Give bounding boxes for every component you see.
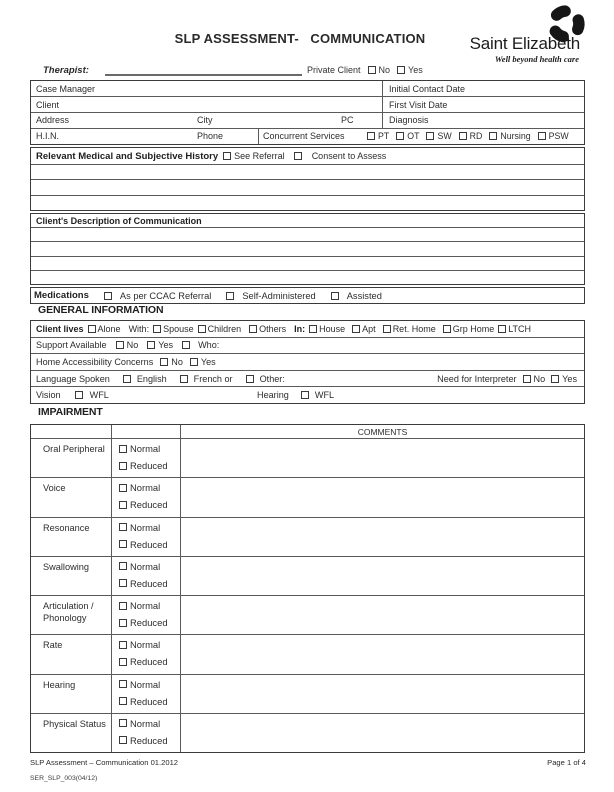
home-access-no-option <box>160 357 183 367</box>
diagnosis-cell[interactable] <box>383 115 584 125</box>
medication-self-label: Self-Administered <box>242 290 316 301</box>
reduced-label: Reduced <box>130 577 168 589</box>
consent-label: Consent to Assess <box>311 151 387 161</box>
service-ot-option <box>396 131 419 141</box>
impairment-header-row <box>31 425 584 438</box>
support-who-label: Who: <box>198 340 220 351</box>
interpreter-label: Need for Interpreter <box>437 373 517 384</box>
private-client-no-label: No <box>378 65 391 75</box>
in-house-option <box>309 324 345 334</box>
client-cell[interactable] <box>31 97 383 112</box>
footer-page-number: Page 1 of 4 <box>547 758 586 767</box>
logo-tagline: Well beyond health care <box>494 54 579 64</box>
impairment-row-label: Rate <box>31 635 112 673</box>
impairment-row-label: Physical Status <box>31 714 112 752</box>
service-psw-checkbox[interactable] <box>538 132 546 140</box>
with-others-label: Others <box>259 323 287 334</box>
medication-ccac-label: As per CCAC Referral <box>119 290 212 301</box>
impairment-row-checks <box>112 635 181 673</box>
with-others-option <box>249 324 286 334</box>
impairment-row-swallowing <box>31 556 584 595</box>
interpreter-yes-label: Yes <box>562 373 577 384</box>
medication-assisted-label: Assisted <box>346 290 382 301</box>
language-other-label: Other: <box>259 373 285 384</box>
reduced-label: Reduced <box>130 656 168 668</box>
private-client-yes-label: Yes <box>408 65 423 75</box>
impairment-row-label: Articulation / Phonology <box>31 596 112 634</box>
normal-label: Normal <box>130 521 161 533</box>
private-client-label: Private Client <box>307 65 361 75</box>
service-ot-checkbox[interactable] <box>396 132 404 140</box>
fill-line[interactable] <box>31 256 584 270</box>
impairment-row-checks <box>112 557 181 595</box>
fill-line[interactable] <box>31 179 584 194</box>
language-french-label: French or <box>193 373 233 384</box>
reduced-option <box>119 696 180 707</box>
logo-name: Saint Elizabeth <box>469 34 580 53</box>
medication-assisted-checkbox[interactable] <box>331 292 339 300</box>
fill-line[interactable] <box>31 241 584 255</box>
fill-line[interactable] <box>31 164 584 179</box>
client-description-title: Client's Description of Communication <box>36 215 202 226</box>
normal-option <box>119 522 180 533</box>
hin-label: H.I.N. <box>36 131 60 142</box>
home-access-yes-option <box>190 357 216 367</box>
impairment-header-spacer <box>112 425 181 438</box>
with-spouse-label: Spouse <box>163 323 194 334</box>
interpreter-yes-checkbox[interactable] <box>551 375 559 383</box>
in-ltch-label: LTCH <box>508 323 532 334</box>
language-other-option <box>246 374 285 384</box>
language-english-option <box>123 374 167 384</box>
comments-cell[interactable] <box>181 596 584 634</box>
language-spoken-row <box>31 370 584 387</box>
service-ot-label: OT <box>407 131 420 142</box>
table-row <box>31 128 584 144</box>
language-spoken-label: Language Spoken <box>36 373 110 384</box>
table-row <box>31 96 584 112</box>
comments-column-header: COMMENTS <box>357 426 408 437</box>
articulation-reduced-checkbox[interactable] <box>119 619 127 627</box>
vision-wfl-checkbox[interactable] <box>75 391 83 399</box>
in-ltch-option <box>498 324 531 334</box>
reduced-option <box>119 460 180 471</box>
vision-wfl-option <box>75 390 109 400</box>
in-ltch-checkbox[interactable] <box>498 325 506 333</box>
with-spouse-checkbox[interactable] <box>153 325 161 333</box>
service-rd-option <box>459 131 483 141</box>
therapist-label: Therapist: <box>43 65 89 76</box>
with-children-checkbox[interactable] <box>198 325 206 333</box>
footer-document-title: SLP Assessment – Communication 01.2012 <box>30 758 179 767</box>
impairment-table <box>30 424 585 753</box>
medication-assisted-option <box>331 291 382 301</box>
general-information-section <box>30 320 585 404</box>
client-lives-label: Client lives <box>36 323 84 334</box>
in-ret-home-label: Ret. Home <box>392 323 436 334</box>
comments-cell[interactable] <box>181 714 584 752</box>
see-referral-label: See Referral <box>234 151 285 161</box>
normal-label: Normal <box>130 678 161 690</box>
hearing-group <box>257 387 334 403</box>
vision-hearing-row <box>31 386 584 403</box>
therapist-row <box>30 64 585 78</box>
reduced-option <box>119 578 180 589</box>
reduced-label: Reduced <box>130 734 168 746</box>
reduced-label: Reduced <box>130 499 168 511</box>
reduced-option <box>119 735 180 746</box>
medication-self-checkbox[interactable] <box>226 292 234 300</box>
city-label: City <box>197 115 213 126</box>
medication-ccac-checkbox[interactable] <box>104 292 112 300</box>
in-grp-home-option <box>443 324 495 334</box>
reduced-option <box>119 499 180 510</box>
page-footer <box>30 758 586 767</box>
hin-cell[interactable] <box>31 129 259 144</box>
impairment-row-label: Hearing <box>31 675 112 713</box>
support-no-option <box>116 340 139 350</box>
postal-code-label: PC <box>341 115 354 126</box>
comments-cell[interactable] <box>181 478 584 516</box>
reduced-label: Reduced <box>130 617 168 628</box>
in-grp-home-checkbox[interactable] <box>443 325 451 333</box>
impairment-row-rate <box>31 634 584 673</box>
support-available-label: Support Available <box>36 340 107 351</box>
in-house-label: House <box>319 323 346 334</box>
private-client-yes-checkbox[interactable] <box>397 66 405 74</box>
impairment-row-checks <box>112 518 181 556</box>
case-manager-cell[interactable] <box>31 81 383 96</box>
fill-line[interactable] <box>31 270 584 284</box>
address-cell[interactable] <box>31 113 383 128</box>
language-french-checkbox[interactable] <box>180 375 188 383</box>
client-lives-row <box>31 321 584 337</box>
resonance-reduced-checkbox[interactable] <box>119 540 127 548</box>
rate-reduced-checkbox[interactable] <box>119 658 127 666</box>
diagnosis-label: Diagnosis <box>389 115 429 126</box>
comments-cell[interactable] <box>181 635 584 673</box>
impairment-row-checks <box>112 714 181 752</box>
reduced-option <box>119 617 180 628</box>
medical-history-header <box>31 148 584 164</box>
fill-line[interactable] <box>31 195 584 210</box>
consent-checkbox[interactable] <box>294 152 302 160</box>
interpreter-no-checkbox[interactable] <box>523 375 531 383</box>
private-client-no-checkbox[interactable] <box>368 66 376 74</box>
client-description-section <box>30 213 585 285</box>
impairment-row-oral-peripheral <box>31 438 584 477</box>
fill-line[interactable] <box>31 227 584 241</box>
interpreter-yes-option <box>551 374 577 384</box>
oral-peripheral-normal-checkbox[interactable] <box>119 445 127 453</box>
comments-cell[interactable] <box>181 518 584 556</box>
medications-label: Medications <box>34 290 89 301</box>
swallowing-reduced-checkbox[interactable] <box>119 579 127 587</box>
normal-label: Normal <box>130 600 161 611</box>
page-title: SLP ASSESSMENT- COMMUNICATION <box>174 31 426 46</box>
lives-alone-checkbox[interactable] <box>88 325 96 333</box>
service-pt-checkbox[interactable] <box>367 132 375 140</box>
physical-status-reduced-checkbox[interactable] <box>119 736 127 744</box>
home-access-yes-checkbox[interactable] <box>190 358 198 366</box>
impairment-row-voice <box>31 477 584 516</box>
impairment-row-hearing <box>31 674 584 713</box>
hearing-reduced-checkbox[interactable] <box>119 697 127 705</box>
normal-option <box>119 679 180 690</box>
service-nursing-option <box>489 131 530 141</box>
first-visit-date-label: First Visit Date <box>389 99 448 110</box>
home-access-no-label: No <box>171 356 183 367</box>
phone-label: Phone <box>197 131 224 142</box>
impairment-row-label: Oral Peripheral <box>31 439 112 477</box>
voice-reduced-checkbox[interactable] <box>119 501 127 509</box>
impairment-header-spacer <box>31 425 112 438</box>
table-row <box>31 112 584 128</box>
reduced-label: Reduced <box>130 460 168 471</box>
normal-label: Normal <box>130 560 161 572</box>
home-access-yes-label: Yes <box>200 356 216 367</box>
normal-option <box>119 639 180 650</box>
rate-normal-checkbox[interactable] <box>119 641 127 649</box>
reduced-option <box>119 656 180 667</box>
home-accessibility-row <box>31 353 584 370</box>
private-client-yes-option <box>397 65 423 75</box>
service-sw-checkbox[interactable] <box>426 132 434 140</box>
comments-cell[interactable] <box>181 439 584 477</box>
normal-label: Normal <box>130 717 161 729</box>
impairment-row-checks <box>112 439 181 477</box>
lives-alone-label: Alone <box>97 323 121 334</box>
normal-label: Normal <box>130 443 161 454</box>
language-french-option <box>180 374 233 384</box>
language-english-label: English <box>136 373 167 384</box>
consent-option <box>294 151 387 161</box>
general-information-heading: GENERAL INFORMATION <box>38 304 164 316</box>
impairment-row-checks <box>112 596 181 634</box>
in-apt-label: Apt <box>362 323 376 334</box>
service-rd-label: RD <box>469 131 483 142</box>
interpreter-no-label: No <box>533 373 546 384</box>
impairment-row-label: Swallowing <box>31 557 112 595</box>
medication-self-option <box>226 291 315 301</box>
initial-contact-date-cell[interactable] <box>383 84 584 94</box>
normal-label: Normal <box>130 639 161 651</box>
normal-option <box>119 600 180 611</box>
impairment-row-resonance <box>31 517 584 556</box>
service-pt-option <box>367 131 389 141</box>
voice-normal-checkbox[interactable] <box>119 484 127 492</box>
impairment-row-physical-status <box>31 713 584 752</box>
form-code: SER_SLP_003(04/12) <box>30 775 98 782</box>
interpreter-no-option <box>523 374 546 384</box>
articulation-normal-checkbox[interactable] <box>119 602 127 610</box>
in-ret-home-option <box>383 324 436 334</box>
see-referral-checkbox[interactable] <box>223 152 231 160</box>
normal-option <box>119 561 180 572</box>
comments-cell[interactable] <box>181 675 584 713</box>
normal-option <box>119 718 180 729</box>
case-manager-label: Case Manager <box>36 83 96 94</box>
support-no-label: No <box>126 340 139 351</box>
with-label: With: <box>128 323 150 334</box>
concurrent-services-label: Concurrent Services <box>263 131 345 142</box>
with-spouse-option <box>153 324 194 334</box>
support-no-checkbox[interactable] <box>116 341 124 349</box>
medical-history-title: Relevant Medical and Subjective History <box>36 150 219 162</box>
in-apt-checkbox[interactable] <box>352 325 360 333</box>
in-label: In: <box>294 323 306 334</box>
lives-alone-option <box>88 324 121 334</box>
in-apt-option <box>352 324 376 334</box>
see-referral-option <box>223 151 285 161</box>
normal-option <box>119 443 180 454</box>
in-grp-home-label: Grp Home <box>452 323 495 334</box>
first-visit-date-cell[interactable] <box>383 100 584 110</box>
service-nursing-label: Nursing <box>500 131 531 142</box>
home-access-no-checkbox[interactable] <box>160 358 168 366</box>
in-ret-home-checkbox[interactable] <box>383 325 391 333</box>
service-psw-option <box>538 131 569 141</box>
client-label: Client <box>36 99 60 110</box>
language-other-checkbox[interactable] <box>246 375 254 383</box>
reduced-label: Reduced <box>130 695 168 707</box>
service-pt-label: PT <box>378 131 390 142</box>
impairment-row-checks <box>112 675 181 713</box>
support-available-row <box>31 337 584 354</box>
private-client-group <box>307 65 423 75</box>
reduced-option <box>119 539 180 550</box>
language-english-checkbox[interactable] <box>123 375 131 383</box>
initial-contact-date-label: Initial Contact Date <box>389 83 466 94</box>
interpreter-group <box>437 374 577 384</box>
vision-label: Vision <box>36 390 61 401</box>
medications-row <box>30 287 585 304</box>
hearing-normal-checkbox[interactable] <box>119 680 127 688</box>
medication-ccac-option <box>104 291 211 301</box>
service-nursing-checkbox[interactable] <box>489 132 497 140</box>
normal-option <box>119 482 180 493</box>
in-house-checkbox[interactable] <box>309 325 317 333</box>
therapist-input-line[interactable] <box>105 64 302 76</box>
physical-status-normal-checkbox[interactable] <box>119 719 127 727</box>
client-description-header <box>31 214 584 227</box>
swallowing-normal-checkbox[interactable] <box>119 562 127 570</box>
saint-elizabeth-logo <box>422 3 587 69</box>
hearing-wfl-checkbox[interactable] <box>301 391 309 399</box>
impairment-heading: IMPAIRMENT <box>38 406 103 418</box>
address-label: Address <box>36 115 70 126</box>
home-accessibility-label: Home Accessibility Concerns <box>36 356 154 367</box>
support-who-option <box>182 340 219 350</box>
concurrent-services-options <box>367 129 569 144</box>
table-row <box>31 81 584 96</box>
service-rd-checkbox[interactable] <box>459 132 467 140</box>
hearing-wfl-option <box>301 390 334 400</box>
impairment-row-checks <box>112 478 181 516</box>
client-info-table <box>30 80 585 145</box>
hearing-label: Hearing <box>257 390 289 401</box>
hearing-wfl-label: WFL <box>314 390 335 401</box>
vision-wfl-label: WFL <box>89 390 109 401</box>
with-children-option <box>198 324 242 334</box>
support-yes-option <box>147 340 173 350</box>
impairment-row-label: Voice <box>31 478 112 516</box>
service-sw-label: SW <box>437 131 452 142</box>
comments-cell[interactable] <box>181 557 584 595</box>
medical-history-section <box>30 147 585 211</box>
private-client-no-option <box>368 65 391 75</box>
service-psw-label: PSW <box>548 131 569 142</box>
service-sw-option <box>426 131 451 141</box>
support-who-checkbox[interactable] <box>182 341 190 349</box>
with-children-label: Children <box>207 323 242 334</box>
resonance-normal-checkbox[interactable] <box>119 523 127 531</box>
reduced-label: Reduced <box>130 538 168 550</box>
normal-label: Normal <box>130 482 161 494</box>
support-yes-label: Yes <box>158 340 174 351</box>
impairment-row-articulation-phonology <box>31 595 584 634</box>
oral-peripheral-reduced-checkbox[interactable] <box>119 462 127 470</box>
with-others-checkbox[interactable] <box>249 325 257 333</box>
support-yes-checkbox[interactable] <box>147 341 155 349</box>
impairment-row-label: Resonance <box>31 518 112 556</box>
